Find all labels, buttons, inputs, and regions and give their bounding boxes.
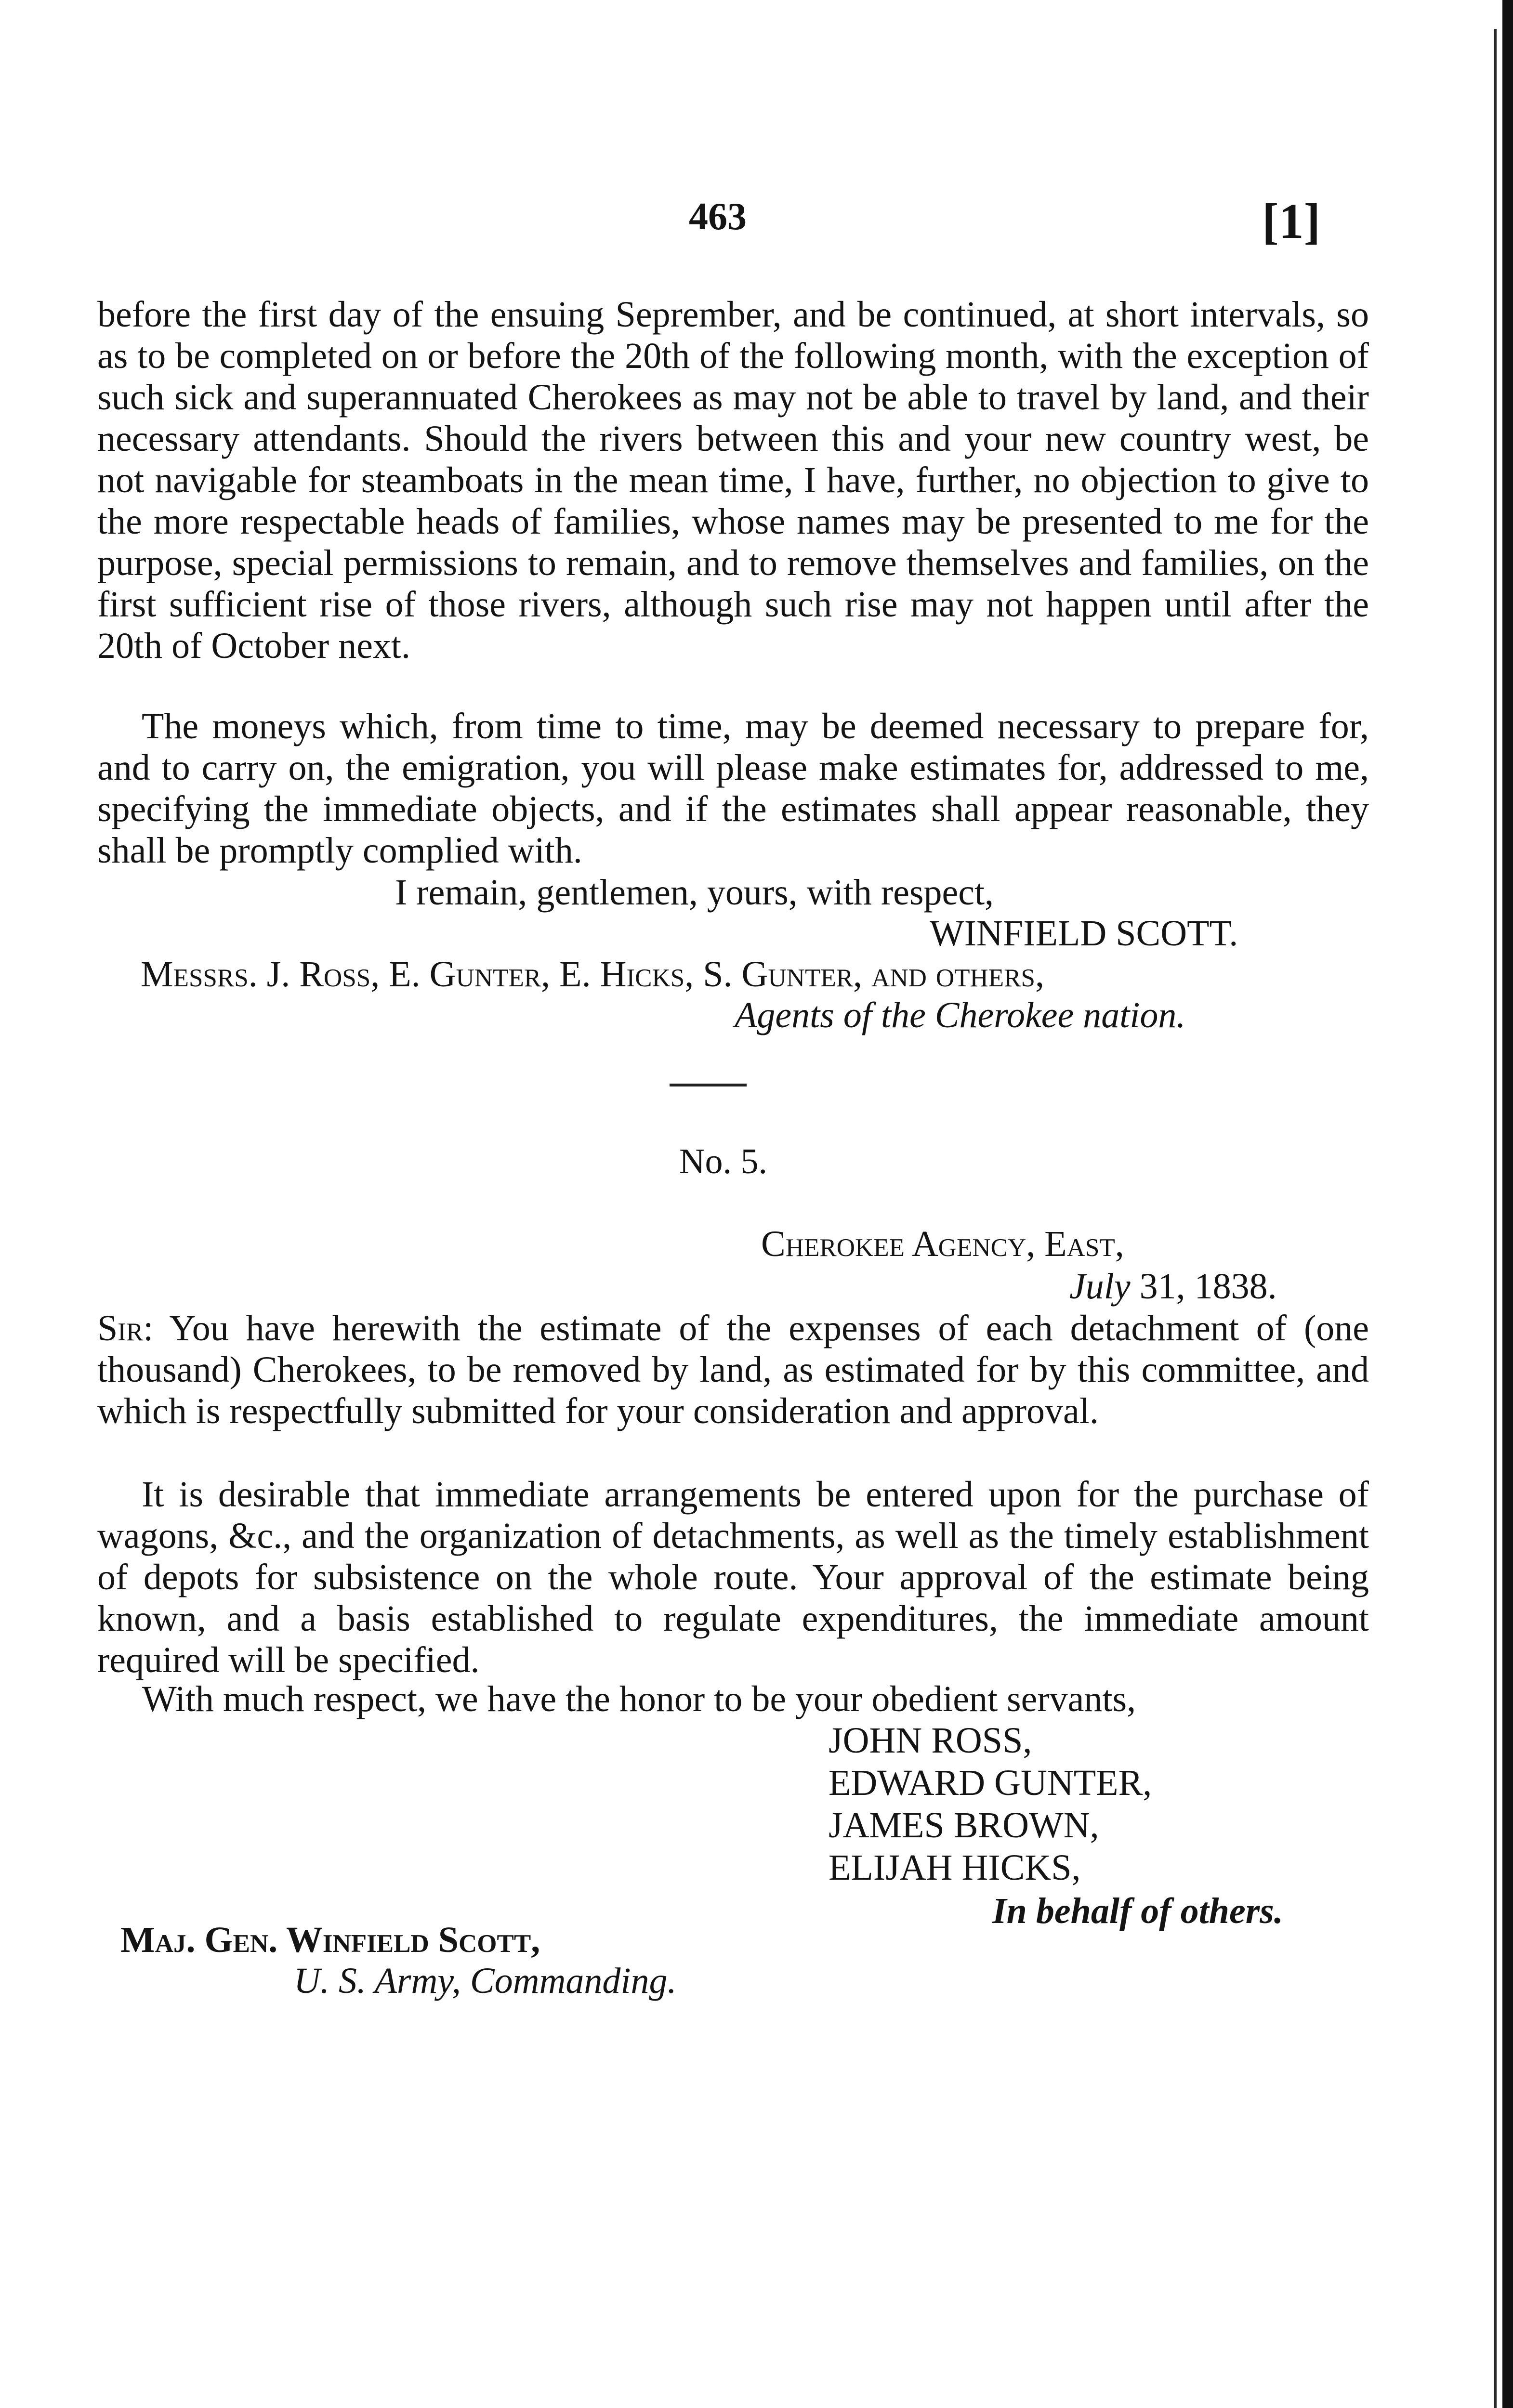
letter2-number: No. 5. <box>679 1142 767 1181</box>
letter1-closing: I remain, gentlemen, yours, with respect, <box>395 872 994 913</box>
letter2-signatories <box>829 1719 1152 1889</box>
section-divider <box>670 1084 747 1086</box>
letter2-recipient-title: U. S. Army, Commanding. <box>294 1961 677 2001</box>
letter1-paragraph1: before the first day of the ensuing Seprember, and be continued, at short intervals, so as to be completed on or before the 20th of the following month, with the exception of such sick and superannuated Cherokees as may not be able to travel by land, and their necessary attendants. Should the rivers between this and your new country west, be not navigable for steamboats in the mean time, I have, further, no objection to give to the more respectable heads of families, whose names may be presented to me for the purpose, special permissions to remain, and to remove themselves and families, on the first sufficient rise of those rivers, although such rise may not happen until after the 20th of October next. <box>97 294 1369 666</box>
letter2-place: Cherokee Agency, East, <box>761 1224 1124 1264</box>
letter2-on-behalf: In behalf of others. <box>992 1891 1283 1931</box>
letter2-date-rest: 31, 1838. <box>1139 1266 1277 1307</box>
page-edge-shadow <box>1494 29 1497 2408</box>
page-number: 463 <box>689 196 747 238</box>
letter1-addressee-title: Agents of the Cherokee nation. <box>735 995 1186 1035</box>
signatory: ELIJAH HICKS, <box>829 1847 1081 1888</box>
letter2-closing: With much respect, we have the honor to be your obedient servants, <box>142 1679 1136 1719</box>
page-edge <box>1502 0 1513 2408</box>
signatory: JAMES BROWN, <box>829 1805 1099 1845</box>
letter1-addressee: Messrs. J. Ross, E. Gunter, E. Hicks, S. Gunter, and others, <box>141 954 1044 995</box>
letter2-salutation: Sir: <box>97 1308 154 1348</box>
document-number: [1] <box>1262 194 1321 249</box>
letter2-paragraph1 <box>97 1308 1369 1432</box>
letter2-paragraph2: It is desirable that immediate arrangements be entered upon for the purchase of wagons, &c., and the organization of detachments, as well as the timely establishment of depots for subsistence on the whole route. Your approval of the estimate being known, and a basis established to regulate expenditures, the immediate amount required will be specified. <box>97 1474 1369 1680</box>
letter2-recipient-name: Maj. Gen. Winfield Scott, <box>120 1920 540 1960</box>
letter2-paragraph1-text: You have herewith the estimate of the expenses of each detachment of (one thousand) Cherokees, to be removed by land, as estimated for by this committee, and which is respectfully submitted for your consideration and approval. <box>97 1308 1369 1431</box>
signatory: JOHN ROSS, <box>829 1720 1032 1761</box>
letter2-date-month: July <box>1069 1266 1131 1307</box>
letter1-signature: WINFIELD SCOTT. <box>930 913 1238 954</box>
letter1-paragraph2: The moneys which, from time to time, may be deemed necessary to prepare for, and to carry on, the emigration, you will please make estimates for, addressed to me, specifying the immediate objects, and if the estimates shall appear reasonable, they shall be promptly complied with. <box>97 706 1369 871</box>
signatory: EDWARD GUNTER, <box>829 1763 1152 1803</box>
letter2-date <box>1069 1266 1277 1308</box>
